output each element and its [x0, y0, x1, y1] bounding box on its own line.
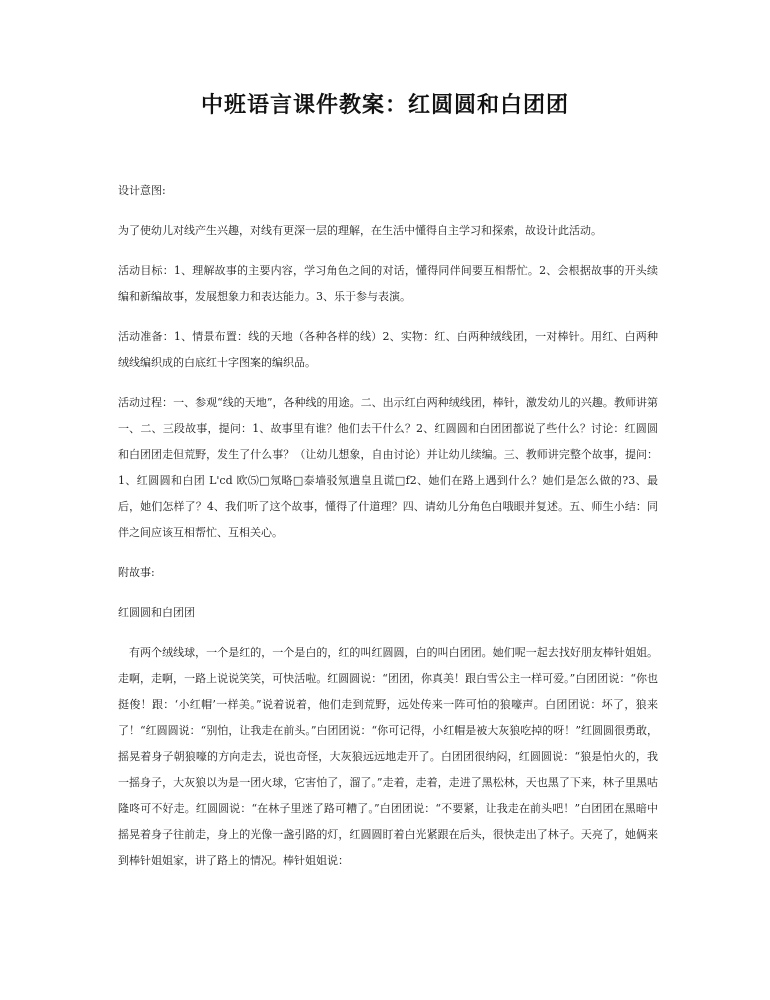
design-intent-label: 设计意图:: [118, 184, 166, 197]
document-body: [118, 178, 658, 888]
page-title: 中班语言课件教案：红圆圆和白团团: [200, 92, 569, 118]
story-title: 红圆圆和白团团: [118, 606, 195, 619]
story-text: 有两个绒线球，一个是红的，一个是白的，红的叫红圆圆，白的叫白团团。她们呢一起去找好朋友棒针姐姐。走啊，走啊，一路上说说笑笑，可快活啦。红圆圆说：“团团，你真美！跟白雪公主一样可爱。”白团团说：“你也挺俊！跟：‘小红帽’一样美。”说着说着，他们走到荒野，远处传来一阵可怕的狼嚎声。白团团说：坏了，狼来了！“红圆圆说：“别怕，让我走在前头。”白团团说：“你可记得，小红帽是被大灰狼吃掉的呀！”红圆圆很勇敢，摇晃着身子朝狼嚎的方向走去，说也奇怪，大灰狼远远地走开了。白团团很纳闷，红圆圆说：“狼是怕火的，我一摇身子，大灰狼以为是一团火球，它害怕了，溜了。”走着，走着，走进了黑松林，天也黑了下来，林子里黑咕隆咚可不好走。红圆圆说：“在林子里迷了路可糟了。”白团团说：“不要紧，让我走在前头吧！”白团团在黑暗中摇晃着身子往前走，身上的光像一盏引路的灯，红圆圆盯着白光紧跟在后头，很快走出了林子。天亮了，她俩来到棒针姐姐家，讲了路上的情况。棒针姐姐说：: [118, 646, 658, 867]
appendix-story-label: 附故事:: [118, 566, 155, 579]
activity-process: 活动过程：一、参观“线的天地”，各种线的用途。二、出示红白两种绒线团，棒针，激发幼儿的兴趣。教师讲第一、二、三段故事，提问：1、故事里有谁？他们去干什么？2、红圆圆和白团团都说了些什么？讨论：红圆圆和白团团走但荒野，发生了什么事？（让幼儿想象，自由讨论）并让幼儿续编。三、教师讲完整个故事，提问：1、红圆圆和白团 L'cd 欧⑸□氖略□泰墙驳氖遣皇且谎□f2、她们在路上遇到什么？她们是怎么做的?3、最后，她们怎样了？4、我们听了这个故事，懂得了什道理？四、请幼儿分角色白哦眼并复述。五、师生小结：同伴之间应该互相帮忙、互相关心。: [118, 396, 658, 539]
design-intent-text: 为了使幼儿对线产生兴趣，对线有更深一层的理解，在生活中懂得自主学习和探索，故设计此活动。: [118, 224, 602, 237]
activity-preparation: 活动准备：1、情景布置：线的天地（各种各样的线）2、实物：红、白两种绒线团，一对棒针。用红、白两种绒线编织成的白底红十字图案的编织品。: [118, 330, 658, 369]
activity-goals: 活动目标：1、理解故事的主要内容，学习角色之间的对话，懂得同伴间要互相帮忙。2、会根据故事的开头续编和新编故事，发展想象力和表达能力。3、乐于参与表演。: [118, 264, 658, 303]
